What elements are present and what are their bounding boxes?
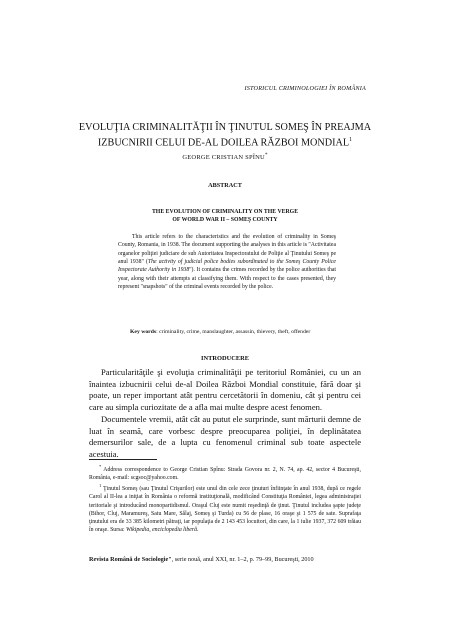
footnote-1-text: Address correspondence to George Cristian Spînu: Strada Govora nr. 2, N. 74, ap. 42, sector 4 Bucureşti, România, e-mail: scgsoc@yahoo.com. xyxy=(89,466,361,482)
footnote-1 xyxy=(89,463,361,483)
abstract-heading: ABSTRACT xyxy=(208,182,242,189)
article-title xyxy=(60,121,390,149)
footnote-2-text: Ţinutul Someş (sau Ţinutul Crişurilor) este unul din cele zece ţinuturi înfiinţate în anul 1938, după ce regele Carol al II-lea a iniţiat în România o reformă instituţională, modificând Constituţia României, legea administraţiei teritoriale şi introducând monopartidismul. Oraşul Cluj este numit reşedinţă de ţinut. Ţinutul includea şapte judeţe (Bihor, Cluj, Maramureş, Satu Mare, Sălaj, Someş şi Turda) cu 56 de plase, 16 oraşe şi 1 575 de sate. Suprafaţa ţinutului era de 33 385 kilometri pătraţi, iar populaţia de 2 143 453 locuitori, din care, la 1 iulie 1937, 372 609 trăiau în oraşe. Sursa: xyxy=(89,485,361,534)
author-text: GEORGE CRISTIAN SPÎNU xyxy=(182,154,265,162)
body-paragraph-1: Particularităţile şi evoluţia criminalităţii pe teritoriul României, cu un an înaintea izbucnirii celui de-al Doilea Război Mondial constituie, fără doar şi poate, un reper important atât pentru cercetătorii în domeniu, cât şi pentru cei care au simpla curiozitate de a afla mai multe despre acest fenomen. xyxy=(89,367,361,412)
journal-name: Revista Română de Sociologie" xyxy=(89,556,172,563)
abstract-text-italic: The activity of judicial police bodies subordinated to the Someş County Police Inspectorate Authority in 1938 xyxy=(118,259,336,274)
abstract-text-1: This article refers to the characteristics and the evolution of criminality in Someş County, Romania, in 1938. The document supporting the analyses in this article is "Activitatea organelor poliţiei judiciare de sub Autoritatea Inspectoratului de Poliţie al Ţinutului Someş pe anul 1938" ( xyxy=(118,234,336,266)
title-line-2 xyxy=(60,134,390,149)
running-head: ISTORICUL CRIMINOLOGIEI ÎN ROMÂNIA xyxy=(244,85,366,92)
abstract-body xyxy=(118,233,336,291)
section-heading-introducere: INTRODUCERE xyxy=(201,355,249,362)
title-footnote-mark: 1 xyxy=(349,137,353,143)
author-footnote-mark: * xyxy=(264,153,268,158)
abstract-title-line-2: OF WORLD WAR II – SOMEŞ COUNTY xyxy=(172,217,278,223)
journal-details: , serie nouă, anul XXI, nr. 1–2, p. 79–99, Bucureşti, 2010 xyxy=(171,556,314,563)
abstract-title xyxy=(60,208,390,224)
author-name xyxy=(60,153,390,161)
abstract-text-2: "). It contains the crimes recorded by the police authorities that year, along with their attempts at classifying them. With respect to the cases presented, they represent "snapshots" of the criminal events recorded by the police. xyxy=(118,267,336,291)
footnote-2-mark: 1 xyxy=(99,483,102,488)
footnote-2 xyxy=(89,482,361,535)
title-line-2-text: IZBUCNIRII CELUI DE-AL DOILEA RĂZBOI MONDIAL xyxy=(97,137,350,149)
keywords-label: Key words xyxy=(130,329,157,335)
keywords-list: : criminality, crime, manslaughter, assassin, thievery, theft, offender xyxy=(156,329,311,335)
abstract-title-line-1: THE EVOLUTION OF CRIMINALITY ON THE VERGE xyxy=(151,209,299,215)
title-line-1: EVOLUŢIA CRIMINALITĂŢII ÎN ŢINUTUL SOMEŞ ÎN PREAJMA xyxy=(78,122,372,133)
journal-citation xyxy=(89,556,361,563)
footnote-1-mark: * xyxy=(99,464,102,469)
footnote-2-source: Wikipedia, enciclopedia liberă. xyxy=(126,527,199,534)
footnote-divider xyxy=(89,459,157,460)
body-paragraph-2: Documentele vremii, atât cât au putut ele surprinde, sunt mărturii demne de luat în seamă, care vorbesc despre preocuparea poliţiei, în deplinătatea demersurilor sale, de a lupta cu fenomenul criminal sub toate aspectele acestuia. xyxy=(89,414,361,459)
keywords xyxy=(130,329,350,335)
